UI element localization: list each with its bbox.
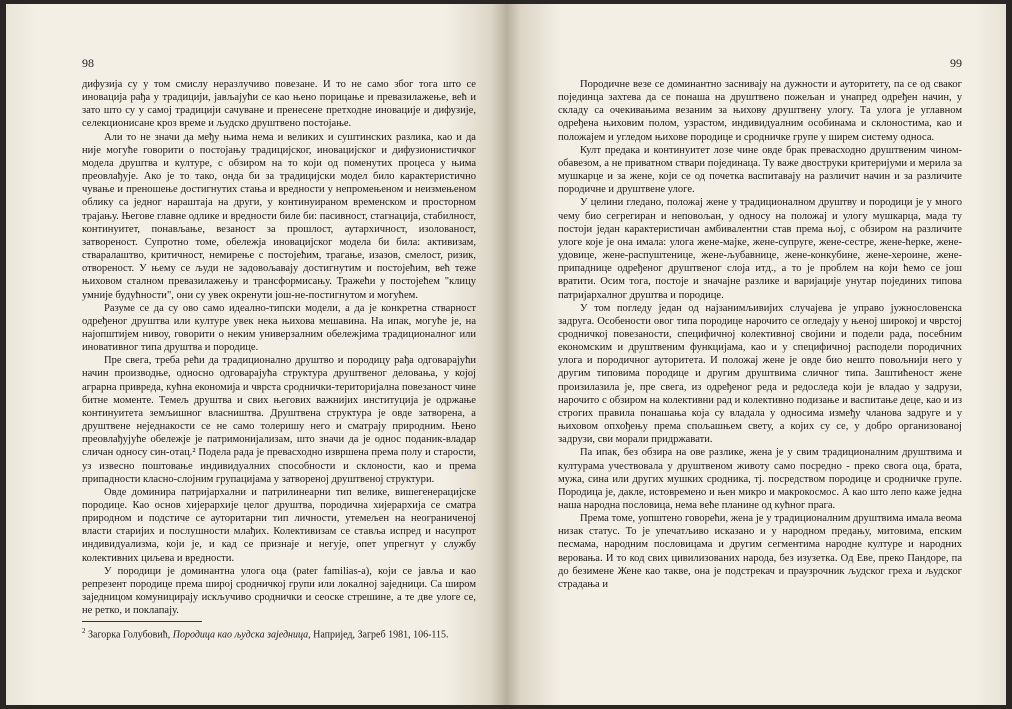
page-number: 98	[82, 56, 94, 70]
right-page-text	[558, 78, 962, 591]
paragraph: Пре свега, треба рећи да традиционално друштво и породицу рађа одговарајући начин производње, односно одговарајућа структура друштвеног деловања, у којој аграрна привреда, кућна економија и чврста сроднички-територијална повезаност чине битне моменте. Темељ друштва и свих његових важнијих институција је одржање континуитета земљишног власништва. Друштвена структура је овде затворена, а друштвене неједнакости се не само толеришу него и сматрају природним. Њено преовлађујуће обележје је патримонијализам, што значи да је однос поданик-владар сличан односу син-отац.² Подела рада је превасходно извршена према полу и старости, уз извесно поштовање индивидуалних способности и склоности, као и према припадности класно-слојним групацијама у затвореној друштвеној структури.	[82, 355, 476, 485]
right-page	[506, 4, 1006, 705]
paragraph: Према томе, уопштено говорећи, жена је у традиционалним друштвима имала веома низак статус. То је упечатљиво исказано и у народном предању, митовима, епским песмама, народним пословицама и другим сегментима народне културе и народних веровања. И то код свих цивилизованих народа, без изузетка. Од Еве, преко Пандоре, па до безимене Жене као такве, она је подстрекач и праузрочник људског греха и људског страдања и	[558, 513, 962, 590]
paragraph: дифузија су у том смислу неразлучиво повезане. И то не само због тога што се иновација рађа у традицији, јављајући се као њено порицање и превазилажење, већ и зато што су у самој традицији сачуване и пренесене претходне иновације и дифузије, селекционисане кроз време и људско друштвено постојање.	[82, 79, 476, 130]
paragraph: Али то не значи да међу њима нема и великих и суштинских разлика, као и да није могуће говорити о постојању традицијског, иновацијског и дифузионистичког модела друштва и културе, с обзиром на то који од поменутих процеса у њима преовлађује. Ако је то тако, онда би за традицијски модел било карактеристично чување и преношење достигнутих стања и вредности у непромењеном и неизмењеном облику са једног нараштаја на други, у континуираном временском и просторном трајању. Његове главне одлике и вредности биле би: пасивност, стагнација, стабилност, континуитет, понављање, везаност за прошлост, аутархичност, изолованост, затвореност. Супротно томе, обележја иновацијског модела би била: активизам, стваралаштво, критичност, немирење с постојећим, трагање, изазов, смелост, ризик, отвореност. У њему се људи не задовољавају достигнутим и постојећим, већ теже њиховом сталном превазилажењу и трансформисању. Тражећи у постојећем "клицу умније будућности", они су увек окренути још-не-постигнутом и могућем.	[82, 131, 476, 301]
page-number: 99	[950, 56, 962, 70]
footnote-publication: Напријед, Загреб 1981, 106-115.	[313, 629, 449, 641]
footnote-mark: 2	[82, 627, 86, 636]
paragraph: У том погледу један од најзанимљивијих случајева је управо јужнословенска задруга. Особености овог типа породице нарочито се огледају у њеној широкој и чврстој сродничкој повезаности, специфичној колективној својини и подели рада, посебним економским и друштвеним функцијама, као и у специфичној расподели породичних улога и породичног ауторитета. И положај жене је овде био нешто повољнији него у другим типовима породице и другим друштвима сличног типа. Заштићеност жене произилазила је, пре свега, из одређеног реда и редоследа који је владао у задрузи, нарочито с обзиром на колективни рад и колективно подизање и васпитање деце, као и из строгих правила понашања која су владала у односима између чланова задруге и у њиховом опхођењу према спољашњем свету, а којих су се, у добро организованој задрузи, сви морали придржавати.	[558, 302, 962, 446]
paragraph: Разуме се да су ово само идеално-типски модели, а да је конкретна стварност одређеног друштва или културе увек нека њихова мешавина. На ипак, могуће је, на најопштијем нивоу, говорити о неким универзалним обележјима традиционалног или иновативног типа друштва и породице.	[82, 302, 476, 354]
paragraph: Овде доминира патријархални и патрилинеарни тип велике, вишегенерацијске породице. Као основ хијерархије целог друштва, породична хијерархија се сматра природном и подстиче се ауторитарни тип личности, утемељен на неограниченој власти старијих и послушности млађих. Колективизам се ставља испред и насупрот индивидуализма, који је, и кад се признаје и негује, опет упрегнут у службу колективних циљева и вредности.	[82, 486, 476, 564]
footnote-author: Загорка Голубовић,	[88, 629, 171, 641]
footnote	[82, 625, 476, 641]
paragraph: У породици је доминантна улога оца (pater familias-a), који се јавља и као репрезент породице према широј сродничкој групи или локалној заједници. Са широм заједницом комуницирају искључиво сроднички и сеоске стрешине, а те две улоге се, не ретко, и поклапају.	[82, 565, 476, 617]
footnote-title: Породица као људска заједница,	[172, 629, 311, 641]
left-page-text	[82, 78, 476, 617]
paragraph: Култ предака и континуитет лозе чине овде брак превасходно друштвеним чином-обавезом, а не приватном ствари појединаца. Ту важе двоструки критеријуми и мерила за мушкарце и за жене, који се од почетка васпитавају на различит начин и за различите породичне и друштвене улоге.	[558, 144, 962, 196]
book-spread	[6, 4, 1006, 705]
paragraph: Па ипак, без обзира на ове разлике, жена је у свим традиционалним друштвима и културама учествовала у друштвеном животу само посредно - преко свога оца, брата, мужа, сина или других мушких сродника, тј. посредством породице и сродничке групе. Породица је, дакле, истовремено и њен микро и макрокосмос. А као што лепо каже једна наша народна пословица, нема веће планине од кућног прага.	[558, 447, 962, 511]
left-page	[6, 4, 506, 705]
footnote-divider	[82, 621, 202, 622]
paragraph: У целини гледано, положај жене у традиционалном друштву и породици је у много чему био сегрегиран и неповољан, у односу на положај и улогу мушкарца, мада ту постоји један карактеристичан амбивалентни став према њој, с обзиром на различите улоге које је она имала: улога жене-мајке, жене-супруге, жене-сестре, жене-ћерке, жене-удовице, жене-распуштенице, жене-љубавнице, жене-конкубине, жене-хероине, жене-припаднице одређеног друштвеног слоја итд., а то је проблем на који ћемо се још вратити. Осим тога, постоје и значајне разлике и варијације унутар појединих типова патријархалног друштва и породице.	[558, 197, 962, 301]
paragraph: Породичне везе се доминантно заснивају на дужности и ауторитету, па се од сваког појединца захтева да се понаша на друштвено пожељан и унапред одређен начин, у складу са очекивањима везаним за њихову друштвену улогу. Та улога је углавном одређена њиховим полом, узрастом, индивидуалним особинама и склоностима, као и положајем и угледом њихове породице и сродничке групе у ширем систему односа.	[558, 79, 962, 143]
